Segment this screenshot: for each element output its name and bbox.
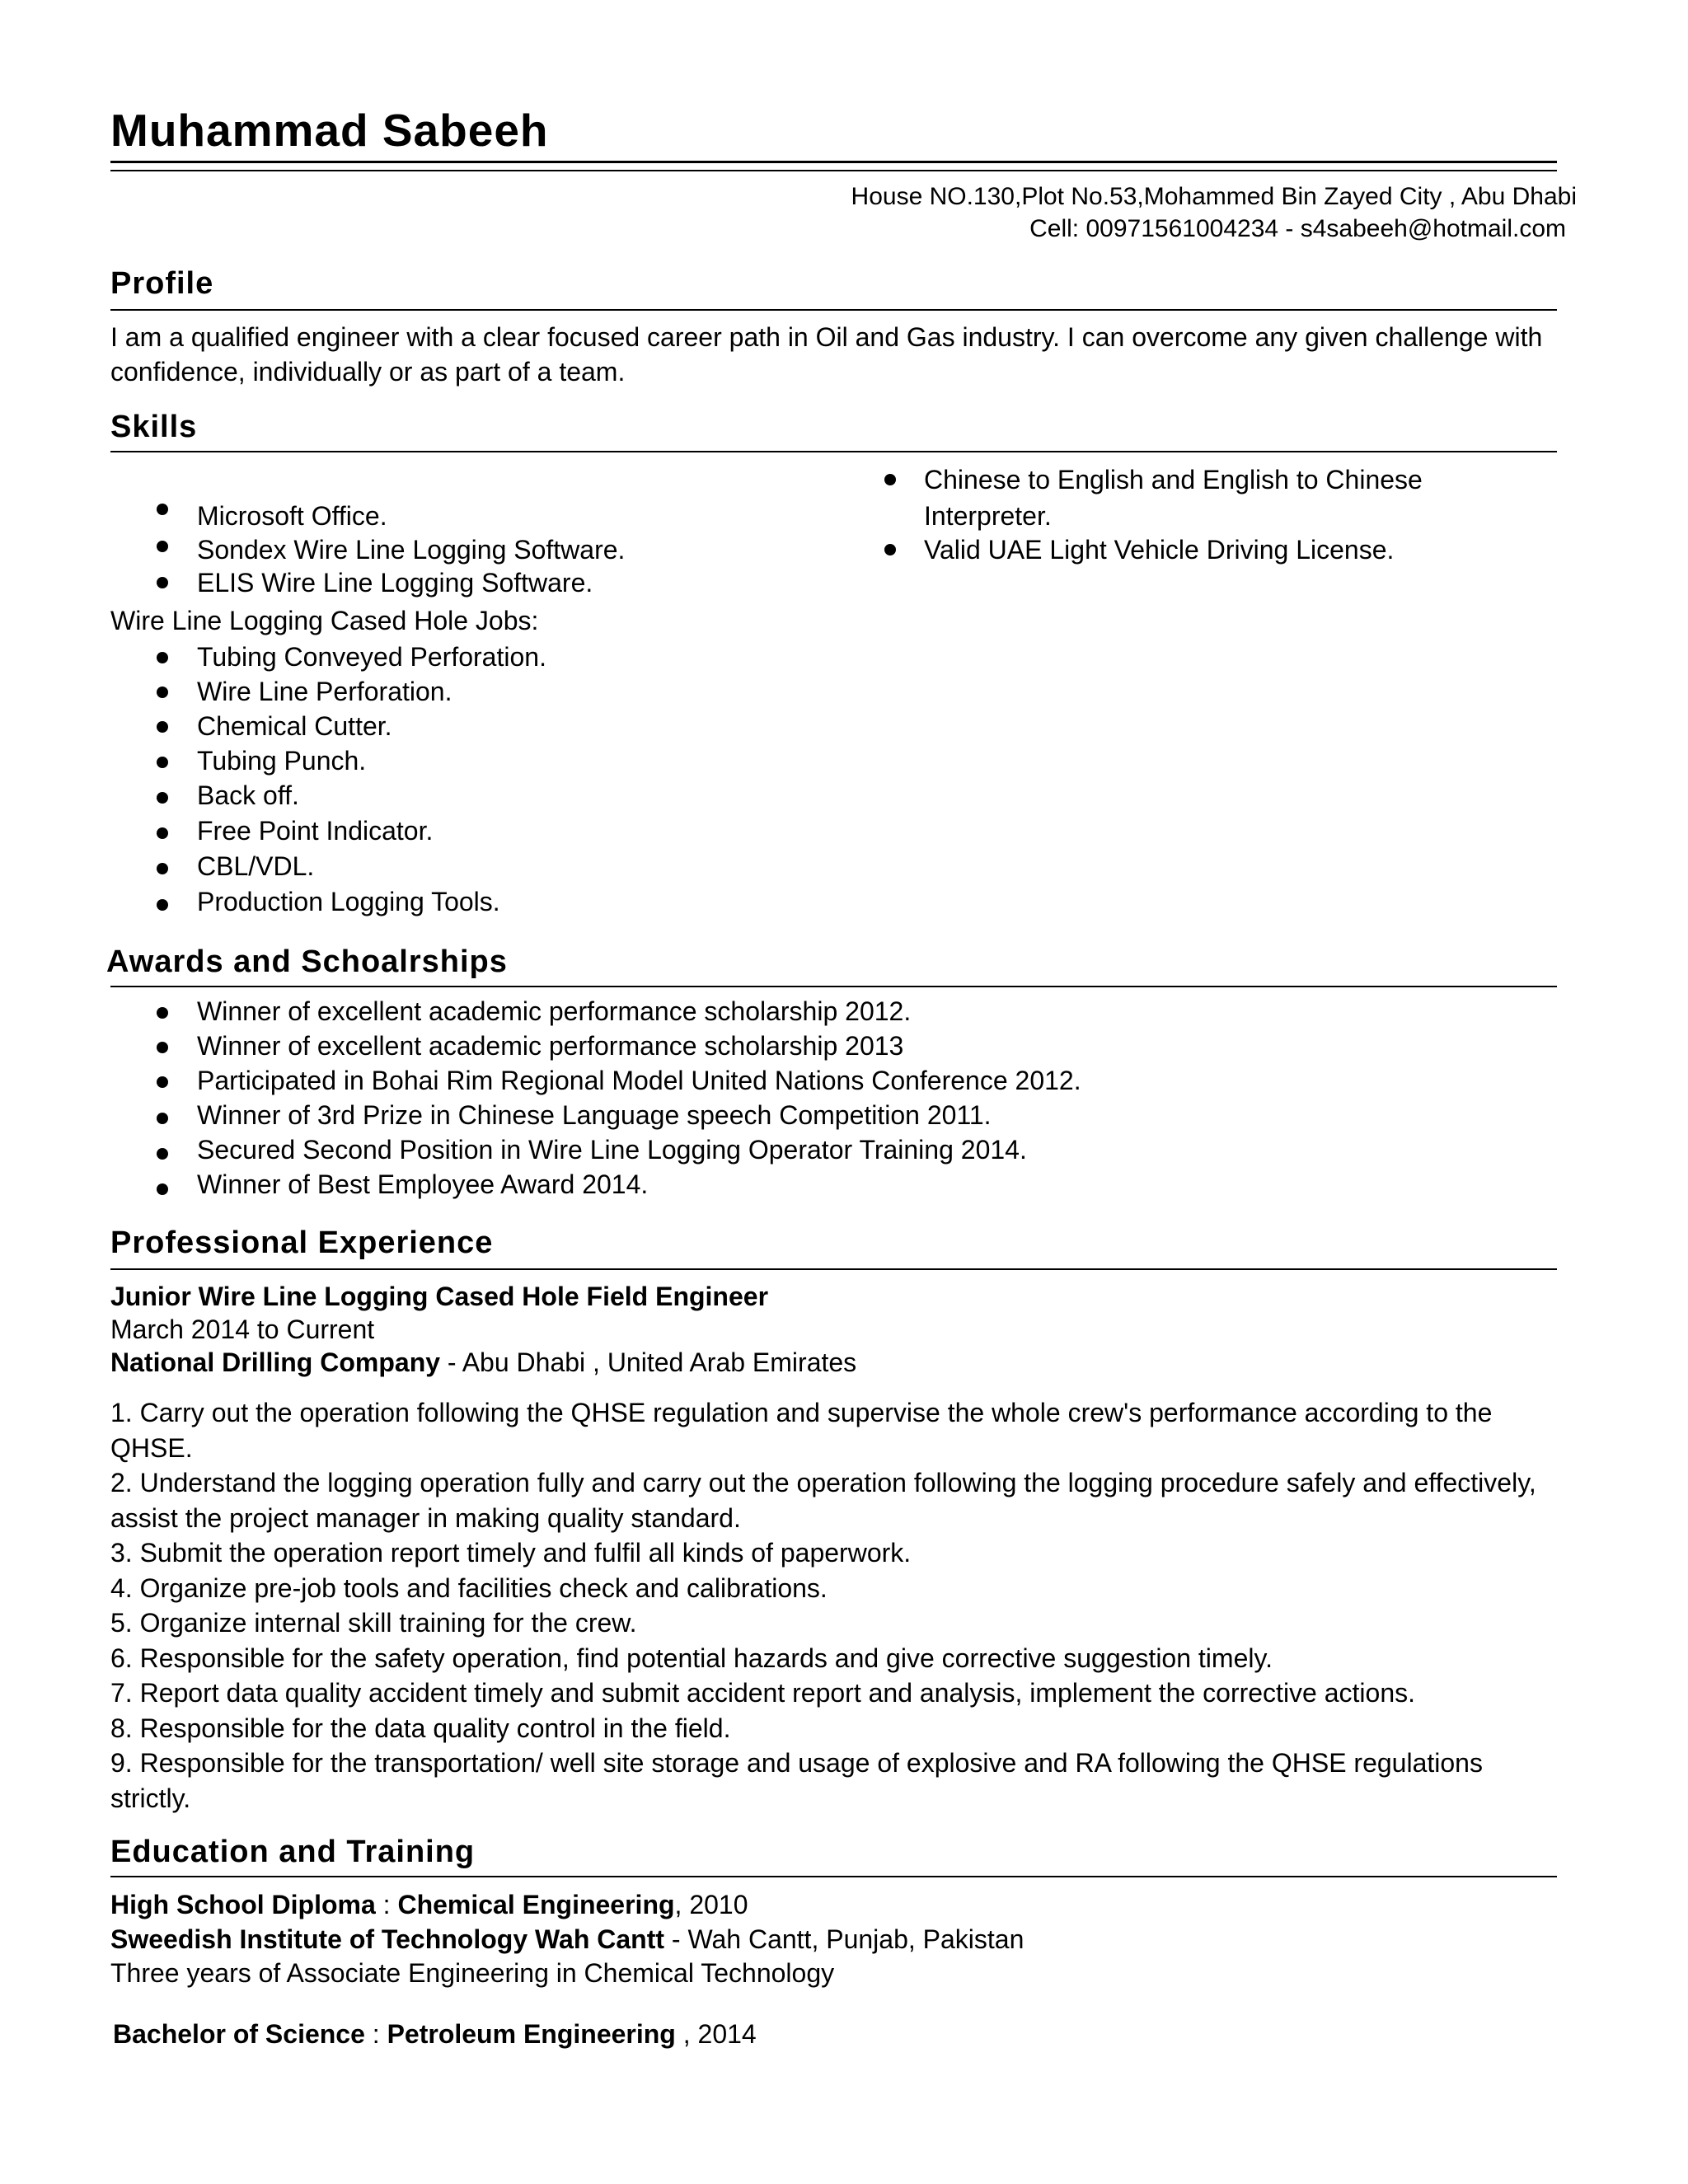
diploma-year: , 2010 <box>674 1890 748 1919</box>
bachelor-line <box>113 2017 757 2051</box>
diploma-line <box>110 1887 748 1922</box>
bullet-icon <box>157 1042 168 1053</box>
job-item: Tubing Punch. <box>197 746 367 776</box>
bullet-icon <box>884 544 896 555</box>
award-item: Winner of 3rd Prize in Chinese Language speech Competition 2011. <box>197 1100 992 1130</box>
skill-item-right-line2: Interpreter. <box>924 501 1052 531</box>
job-item: Chemical Cutter. <box>197 711 392 741</box>
diploma-label: High School Diploma <box>110 1890 376 1919</box>
job-item: Production Logging Tools. <box>197 887 500 916</box>
skills-heading: Skills <box>110 410 198 444</box>
education-heading: Education and Training <box>110 1835 476 1869</box>
bachelor-label: Bachelor of Science <box>113 2019 365 2049</box>
skills-rule <box>110 451 1557 452</box>
experience-heading: Professional Experience <box>110 1226 494 1260</box>
profile-rule <box>110 309 1557 311</box>
duty-item: 8. Responsible for the data quality control in the field. <box>110 1713 731 1743</box>
duty-item: 3. Submit the operation report timely and fulfil all kinds of paperwork. <box>110 1538 912 1568</box>
bullet-icon <box>157 652 168 663</box>
bullet-icon <box>157 687 168 698</box>
diploma-sep: : <box>375 1890 398 1919</box>
bullet-icon <box>157 1007 168 1019</box>
duty-item: 4. Organize pre-job tools and facilities check and calibrations. <box>110 1572 828 1603</box>
duty-item: 1. Carry out the operation following the QHSE regulation and supervise the whole crew's performance according to the QHSE. <box>110 1398 1493 1463</box>
bullet-icon <box>157 1113 168 1124</box>
duty-item: 7. Report data quality accident timely and submit accident report and analysis, implement the corrective actions. <box>110 1678 1416 1708</box>
bullet-icon <box>157 757 168 768</box>
award-item: Winner of excellent academic performance scholarship 2013 <box>197 1031 904 1061</box>
award-item: Winner of excellent academic performance scholarship 2012. <box>197 996 912 1026</box>
bullet-icon <box>157 827 168 839</box>
header-rule-bottom <box>110 170 1557 171</box>
skill-item: Microsoft Office. <box>197 501 387 531</box>
diploma-field: Chemical Engineering <box>397 1890 675 1919</box>
institute-location: - Wah Cantt, Punjab, Pakistan <box>664 1924 1025 1954</box>
duty-item: 5. Organize internal skill training for the crew. <box>110 1608 637 1638</box>
awards-rule <box>110 986 1557 987</box>
job-item: Tubing Conveyed Perforation. <box>197 642 546 672</box>
bullet-icon <box>884 474 896 485</box>
bullet-icon <box>157 577 168 588</box>
bullet-icon <box>157 504 168 515</box>
institute-note: Three years of Associate Engineering in Chemical Technology <box>110 1958 835 1988</box>
experience-rule <box>110 1268 1557 1270</box>
company-location: - Abu Dhabi , United Arab Emirates <box>440 1347 857 1377</box>
bachelor-sep: : <box>364 2019 387 2049</box>
job-item: Back off. <box>197 780 299 810</box>
contact-line: Cell: 00971561004234 - s4sabeeh@hotmail.com <box>1029 215 1566 242</box>
profile-heading: Profile <box>110 266 214 301</box>
bachelor-field: Petroleum Engineering <box>387 2019 676 2049</box>
award-item: Winner of Best Employee Award 2014. <box>197 1169 649 1199</box>
skill-item-right: Valid UAE Light Vehicle Driving License. <box>924 535 1395 565</box>
bullet-icon <box>157 541 168 552</box>
skill-item-right-line1: Chinese to English and English to Chinese <box>924 465 1423 494</box>
company-line <box>110 1345 856 1380</box>
bachelor-year: , 2014 <box>675 2019 757 2049</box>
jobs-label: Wire Line Logging Cased Hole Jobs: <box>110 606 539 635</box>
skill-item: Sondex Wire Line Logging Software. <box>197 535 626 565</box>
duty-item: 2. Understand the logging operation fully and carry out the operation following the logging procedure safely and effectively, assist the project manager in making quality standard. <box>110 1468 1536 1533</box>
job-item: Free Point Indicator. <box>197 816 434 846</box>
bullet-icon <box>157 721 168 733</box>
duty-item: 9. Responsible for the transportation/ well site storage and usage of explosive and RA following the QHSE regulations strictly. <box>110 1748 1483 1813</box>
institute-line <box>110 1922 1024 1957</box>
award-item: Secured Second Position in Wire Line Logging Operator Training 2014. <box>197 1135 1027 1165</box>
bullet-icon <box>157 899 168 911</box>
candidate-name: Muhammad Sabeeh <box>110 105 549 156</box>
job-item: CBL/VDL. <box>197 851 315 881</box>
job-dates: March 2014 to Current <box>110 1315 375 1344</box>
skill-item: ELIS Wire Line Logging Software. <box>197 568 593 598</box>
company-name: National Drilling Company <box>110 1347 441 1377</box>
bullet-icon <box>157 1076 168 1088</box>
awards-heading: Awards and Schoalrships <box>106 944 508 979</box>
header-rule-top <box>110 161 1557 163</box>
address: House NO.130,Plot No.53,Mohammed Bin Zayed City , Abu Dhabi <box>851 183 1577 210</box>
institute-name: Sweedish Institute of Technology Wah Cantt <box>110 1924 665 1954</box>
bullet-icon <box>157 863 168 874</box>
bullet-icon <box>157 1183 168 1195</box>
education-rule <box>110 1876 1557 1877</box>
bullet-icon <box>157 1148 168 1160</box>
job-item: Wire Line Perforation. <box>197 677 452 706</box>
award-item: Participated in Bohai Rim Regional Model United Nations Conference 2012. <box>197 1066 1081 1095</box>
job-title: Junior Wire Line Logging Cased Hole Field Engineer <box>110 1282 769 1311</box>
duty-item: 6. Responsible for the safety operation, find potential hazards and give corrective suggestion timely. <box>110 1643 1273 1673</box>
bullet-icon <box>157 792 168 804</box>
profile-text: I am a qualified engineer with a clear focused career path in Oil and Gas industry. I can overcome any given challenge with confidence, individually or as part of a team. <box>110 322 1543 387</box>
duties-list <box>110 1395 1561 1816</box>
